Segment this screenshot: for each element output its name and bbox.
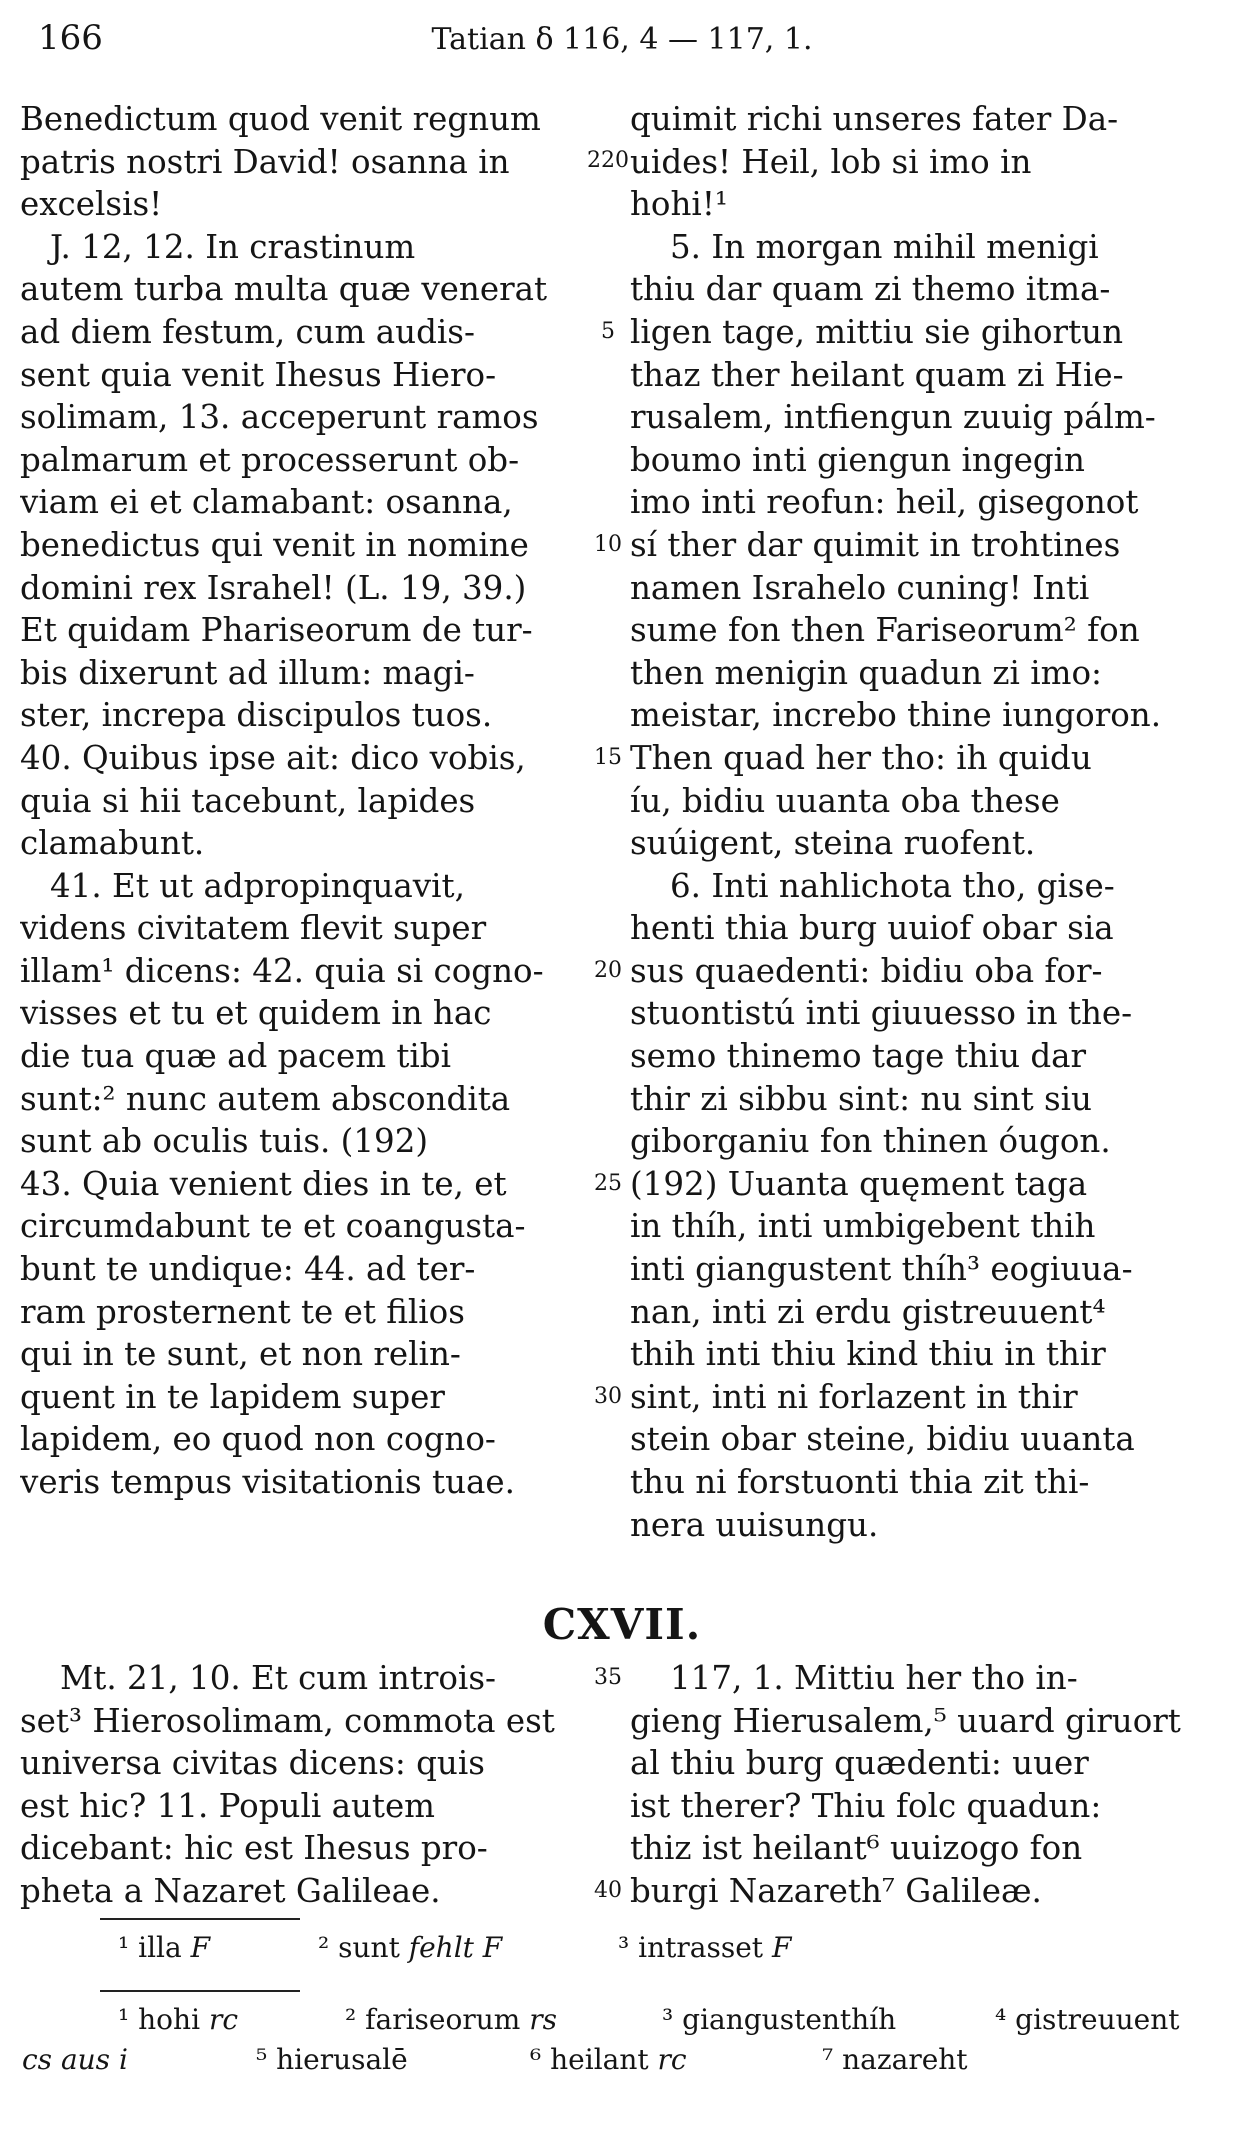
latin-line: benedictus qui venit in nomine [20, 525, 529, 564]
latin-column-lower [20, 1657, 580, 1913]
latin-footnote: ³ intrasset F [618, 1931, 792, 1964]
latin-line: circumdabunt te et coangusta- [20, 1207, 526, 1246]
footnote-rule [100, 1918, 300, 1920]
latin-footnote: ² sunt fehlt F [318, 1931, 503, 1964]
latin-line: sunt:² nunc autem abscondita [20, 1079, 511, 1118]
german-line: quimit richi unseres fater Da- [630, 100, 1119, 138]
latin-line: excelsis! [20, 185, 163, 224]
german-footnote: ⁷ nazareht [822, 2043, 968, 2076]
footnote-rule-german [100, 1990, 300, 1992]
german-line: thaz ther heilant quam zi Hie- [630, 355, 1124, 394]
line-number: 220 [587, 148, 629, 173]
german-line: sus quaedenti: bidiu oba for- [630, 951, 1103, 990]
latin-line: videns civitatem flevit super [20, 909, 487, 948]
line-number: 5 [601, 319, 615, 344]
german-line: Then quad her tho: ih quidu [630, 738, 1092, 777]
german-line: then menigin quadun zi imo: [630, 653, 1103, 692]
line-number: 15 [594, 745, 622, 770]
german-line: 6. Inti nahlichota tho, gise- [670, 866, 1115, 905]
latin-line: lapidem, eo quod non cogno- [20, 1420, 496, 1459]
german-line: thu ni forstuonti thia zit thi- [630, 1463, 1090, 1501]
german-line: nera uuisungu. [630, 1505, 879, 1544]
latin-line: Benedictum quod venit regnum [20, 100, 541, 138]
line-number: 25 [594, 1171, 622, 1196]
line-number: 30 [594, 1384, 622, 1409]
latin-line: 40. Quibus ipse ait: dico vobis, [20, 738, 526, 777]
latin-line: Mt. 21, 10. Et cum introis- [60, 1659, 496, 1697]
german-footnote: ⁵ hierusalē [256, 2043, 408, 2076]
german-line: imo inti reofun: heil, gisegonot [630, 483, 1139, 522]
latin-line: 43. Quia venient dies in te, et [20, 1164, 507, 1203]
latin-line: sunt ab oculis tuis. (192) [20, 1122, 429, 1161]
latin-line: autem turba multa quæ venerat [20, 270, 548, 309]
german-line: sí ther dar quimit in trohtines [630, 525, 1121, 564]
german-line: stein obar steine, bidiu uuanta [630, 1420, 1135, 1459]
german-line: 117, 1. Mittiu her tho in- [670, 1659, 1078, 1697]
latin-line: universa civitas dicens: quis [20, 1744, 485, 1783]
german-line: namen Israhelo cuning! Inti [630, 568, 1090, 607]
german-line: uides! Heil, lob si imo in [630, 142, 1032, 181]
latin-line: quent in te lapidem super [20, 1377, 445, 1416]
german-footnote-continuation: cs aus i [22, 2043, 128, 2076]
german-column-lower [630, 1657, 1195, 1913]
latin-line: Et quidam Phariseorum de tur- [20, 611, 533, 650]
german-footnote: ⁶ heilant rc [530, 2043, 687, 2076]
latin-line: pheta a Nazaret Galileae. [20, 1871, 441, 1910]
latin-line: ad diem festum, cum audis- [20, 312, 475, 351]
german-line: stuontistú inti giuuesso in the- [630, 994, 1133, 1033]
german-line: thir zi sibbu sint: nu sint siu [630, 1079, 1092, 1118]
running-head: Tatian δ 116, 4 — 117, 1. [431, 22, 813, 57]
german-line: henti thia burg uuiof obar sia [630, 909, 1114, 948]
latin-line: illam¹ dicens: 42. quia si cogno- [20, 951, 544, 990]
german-line: 5. In morgan mihil menigi [670, 227, 1099, 266]
section-heading: CXVII. [542, 1600, 702, 1649]
german-footnote: ⁴ gistreuuent [995, 2003, 1180, 2036]
latin-line: 41. Et ut adpropinquavit, [50, 866, 465, 905]
latin-line: domini rex Israhel! (L. 19, 39.) [20, 568, 527, 607]
latin-line: patris nostri David! osanna in [20, 142, 510, 181]
latin-line: est hic? 11. Populi autem [20, 1786, 435, 1825]
line-number: 35 [594, 1665, 622, 1690]
german-line: ligen tage, mittiu sie gihortun [630, 312, 1124, 351]
german-line: semo thinemo tage thiu dar [630, 1037, 1087, 1076]
latin-line: palmarum et processerunt ob- [20, 440, 520, 479]
latin-line: ram prosternent te et filios [20, 1292, 465, 1331]
latin-line: solimam, 13. acceperunt ramos [20, 398, 539, 437]
latin-line: dicebant: hic est Ihesus pro- [20, 1829, 488, 1868]
latin-line: die tua quæ ad pacem tibi [20, 1037, 452, 1076]
german-line: inti giangustent thíh³ eogiuua- [630, 1250, 1133, 1289]
german-line: íu, bidiu uuanta oba these [630, 781, 1060, 820]
latin-line: visses et tu et quidem in hac [20, 994, 492, 1033]
line-number: 10 [594, 532, 622, 557]
german-line: burgi Nazareth⁷ Galileæ. [630, 1871, 1042, 1910]
page-header [0, 18, 1244, 68]
german-column-upper [630, 98, 1195, 1546]
latin-line: J. 12, 12. In crastinum [50, 227, 416, 266]
latin-line: sent quia venit Ihesus Hiero- [20, 355, 497, 394]
latin-footnote: ¹ illa F [118, 1931, 211, 1964]
german-line: hohi!¹ [630, 185, 728, 224]
german-line: suúigent, steina ruofent. [630, 824, 1036, 863]
page-number: 166 [38, 18, 103, 58]
latin-line: veris tempus visitationis tuae. [20, 1463, 515, 1501]
latin-line: bunt te undique: 44. ad ter- [20, 1250, 476, 1289]
line-number: 40 [594, 1878, 622, 1903]
german-line: thiu dar quam zi themo itma- [630, 270, 1111, 309]
german-footnote: ³ giangustenthíh [662, 2003, 897, 2036]
german-footnote: ² fariseorum rs [345, 2003, 557, 2036]
german-line: sint, inti ni forlazent in thir [630, 1377, 1078, 1416]
german-line: in thíh, inti umbigebent thih [630, 1207, 1096, 1246]
german-footnote: ¹ hohi rc [118, 2003, 239, 2036]
german-line: sume fon then Fariseorum² fon [630, 611, 1140, 650]
german-line: al thiu burg quædenti: uuer [630, 1744, 1089, 1783]
line-number: 20 [594, 958, 622, 983]
latin-line: viam ei et clamabant: osanna, [20, 483, 513, 522]
latin-line: clamabunt. [20, 824, 205, 863]
german-line: giborganiu fon thinen óugon. [630, 1122, 1111, 1161]
german-line: gieng Hierusalem,⁵ uuard giruort [630, 1701, 1181, 1740]
german-line: ist therer? Thiu folc quadun: [630, 1786, 1102, 1825]
latin-line: quia si hii tacebunt, lapides [20, 781, 476, 820]
german-line: meistar, increbo thine iungoron. [630, 696, 1162, 735]
latin-line: qui in te sunt, et non relin- [20, 1335, 461, 1374]
german-line: rusalem, intfiengun zuuig pálm- [630, 398, 1156, 437]
german-line: nan, inti zi erdu gistreuuent⁴ [630, 1292, 1106, 1331]
latin-line: set³ Hierosolimam, commota est [20, 1701, 555, 1740]
german-line: boumo inti giengun ingegin [630, 440, 1085, 479]
latin-line: ster, increpa discipulos tuos. [20, 696, 493, 735]
german-line: thiz ist heilant⁶ uuizogo fon [630, 1829, 1083, 1868]
latin-line: bis dixerunt ad illum: magi- [20, 653, 475, 692]
latin-column-upper [20, 98, 580, 1504]
german-line: (192) Uuanta quęment taga [630, 1164, 1088, 1203]
german-line: thih inti thiu kind thiu in thir [630, 1335, 1106, 1374]
